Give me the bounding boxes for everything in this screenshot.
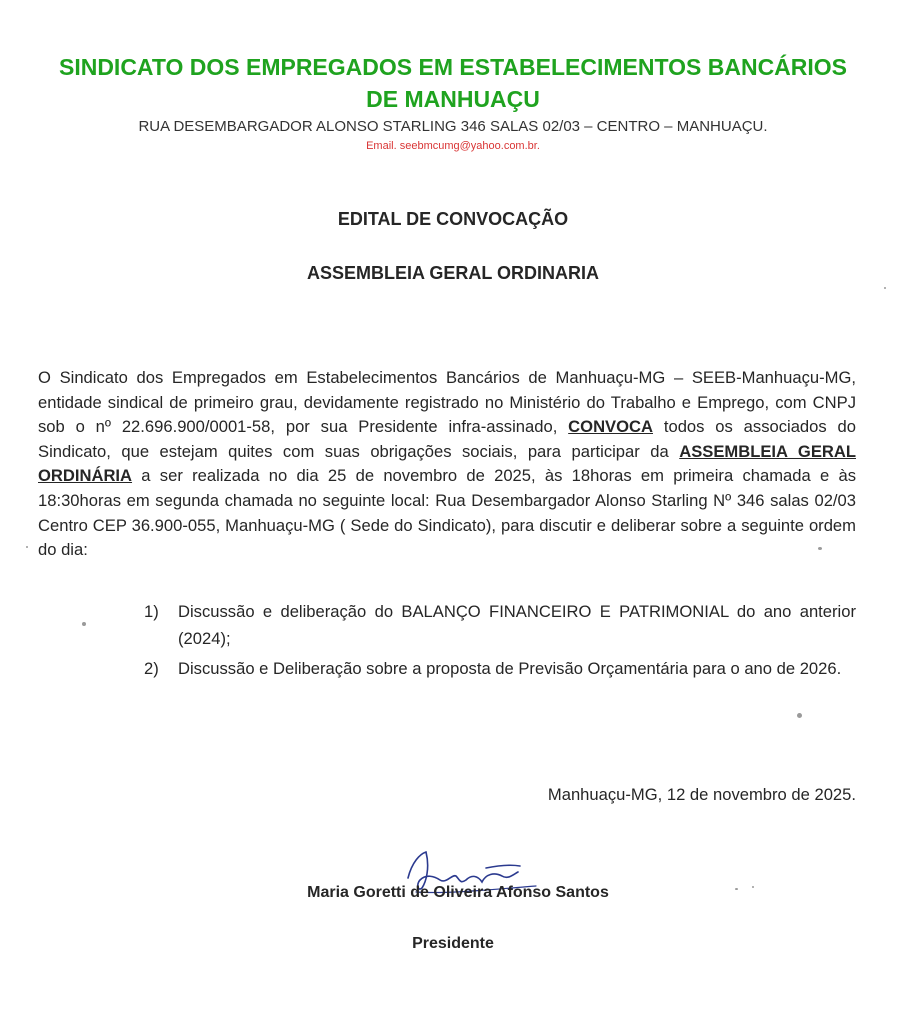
scan-speck	[818, 547, 822, 550]
signer-role: Presidente	[412, 935, 494, 952]
signer-name: Maria Goretti de Oliveira Afonso Santos	[307, 884, 609, 901]
convoca-emphasis: CONVOCA	[568, 417, 653, 437]
body-text-part1: O Sindicato dos Empregados em Estabelecimentos Bancários de Manhuaçu-MG – SEEB-Manhuaçu-MG, entidade sindical de primeiro grau, devidamente registrado no Ministério do Trabalho e Emprego, com CNPJ sob o nº 22.696.900/0001-58, por sua Presidente infra-assinado,	[38, 368, 856, 437]
document-title: EDITAL DE CONVOCAÇÃO	[337, 209, 569, 229]
org-email: Email. seebmcumg@yahoo.com.br.	[366, 140, 540, 152]
scan-speck	[26, 546, 28, 548]
body-text-part2: todos os associados do Sindicato, que estejam quites com suas obrigações sociais, para participar da	[38, 417, 856, 461]
agenda-item-number: 1)	[144, 602, 159, 621]
scan-speck	[735, 888, 738, 890]
agenda-item	[144, 655, 856, 682]
agenda-list	[144, 598, 856, 685]
document-subtitle: ASSEMBLEIA GERAL ORDINARIA	[306, 263, 600, 283]
agenda-item-text: Discussão e Deliberação sobre a proposta de Previsão Orçamentária para o ano de 2026.	[178, 659, 842, 678]
assembly-emphasis: ASSEMBLEIA GERAL ORDINÁRIA	[38, 441, 856, 486]
agenda-item-text: Discussão e deliberação do BALANÇO FINANCEIRO E PATRIMONIAL do ano anterior (2024);	[178, 602, 856, 648]
org-name-line1: SINDICATO DOS EMPREGADOS EM ESTABELECIMENTOS BANCÁRIOS	[58, 54, 848, 80]
scan-speck	[884, 287, 886, 289]
place-date-line: Manhuaçu-MG, 12 de novembro de 2025.	[547, 785, 856, 804]
org-name-line2: DE MANHUAÇU	[366, 86, 540, 112]
org-address: RUA DESEMBARGADOR ALONSO STARLING 346 SALAS 02/03 – CENTRO – MANHUAÇU.	[138, 118, 768, 135]
agenda-item-number: 2)	[144, 659, 159, 678]
scan-speck	[752, 886, 754, 888]
scan-speck	[797, 713, 802, 718]
scan-speck	[82, 622, 86, 626]
body-paragraph	[38, 366, 856, 563]
agenda-item	[144, 598, 856, 652]
body-text-part3: a ser realizada no dia 25 de novembro de 2025, às 18horas em primeira chamada e às 18:30horas em segunda chamada no seguinte local: Rua Desembargador Alonso Starling Nº 346 salas 02/03 Centro CEP 36.900-055, Manhuaçu-MG ( Sede do Sindicato), para discutir e deliberar sobre a seguinte ordem do dia:	[38, 466, 856, 560]
